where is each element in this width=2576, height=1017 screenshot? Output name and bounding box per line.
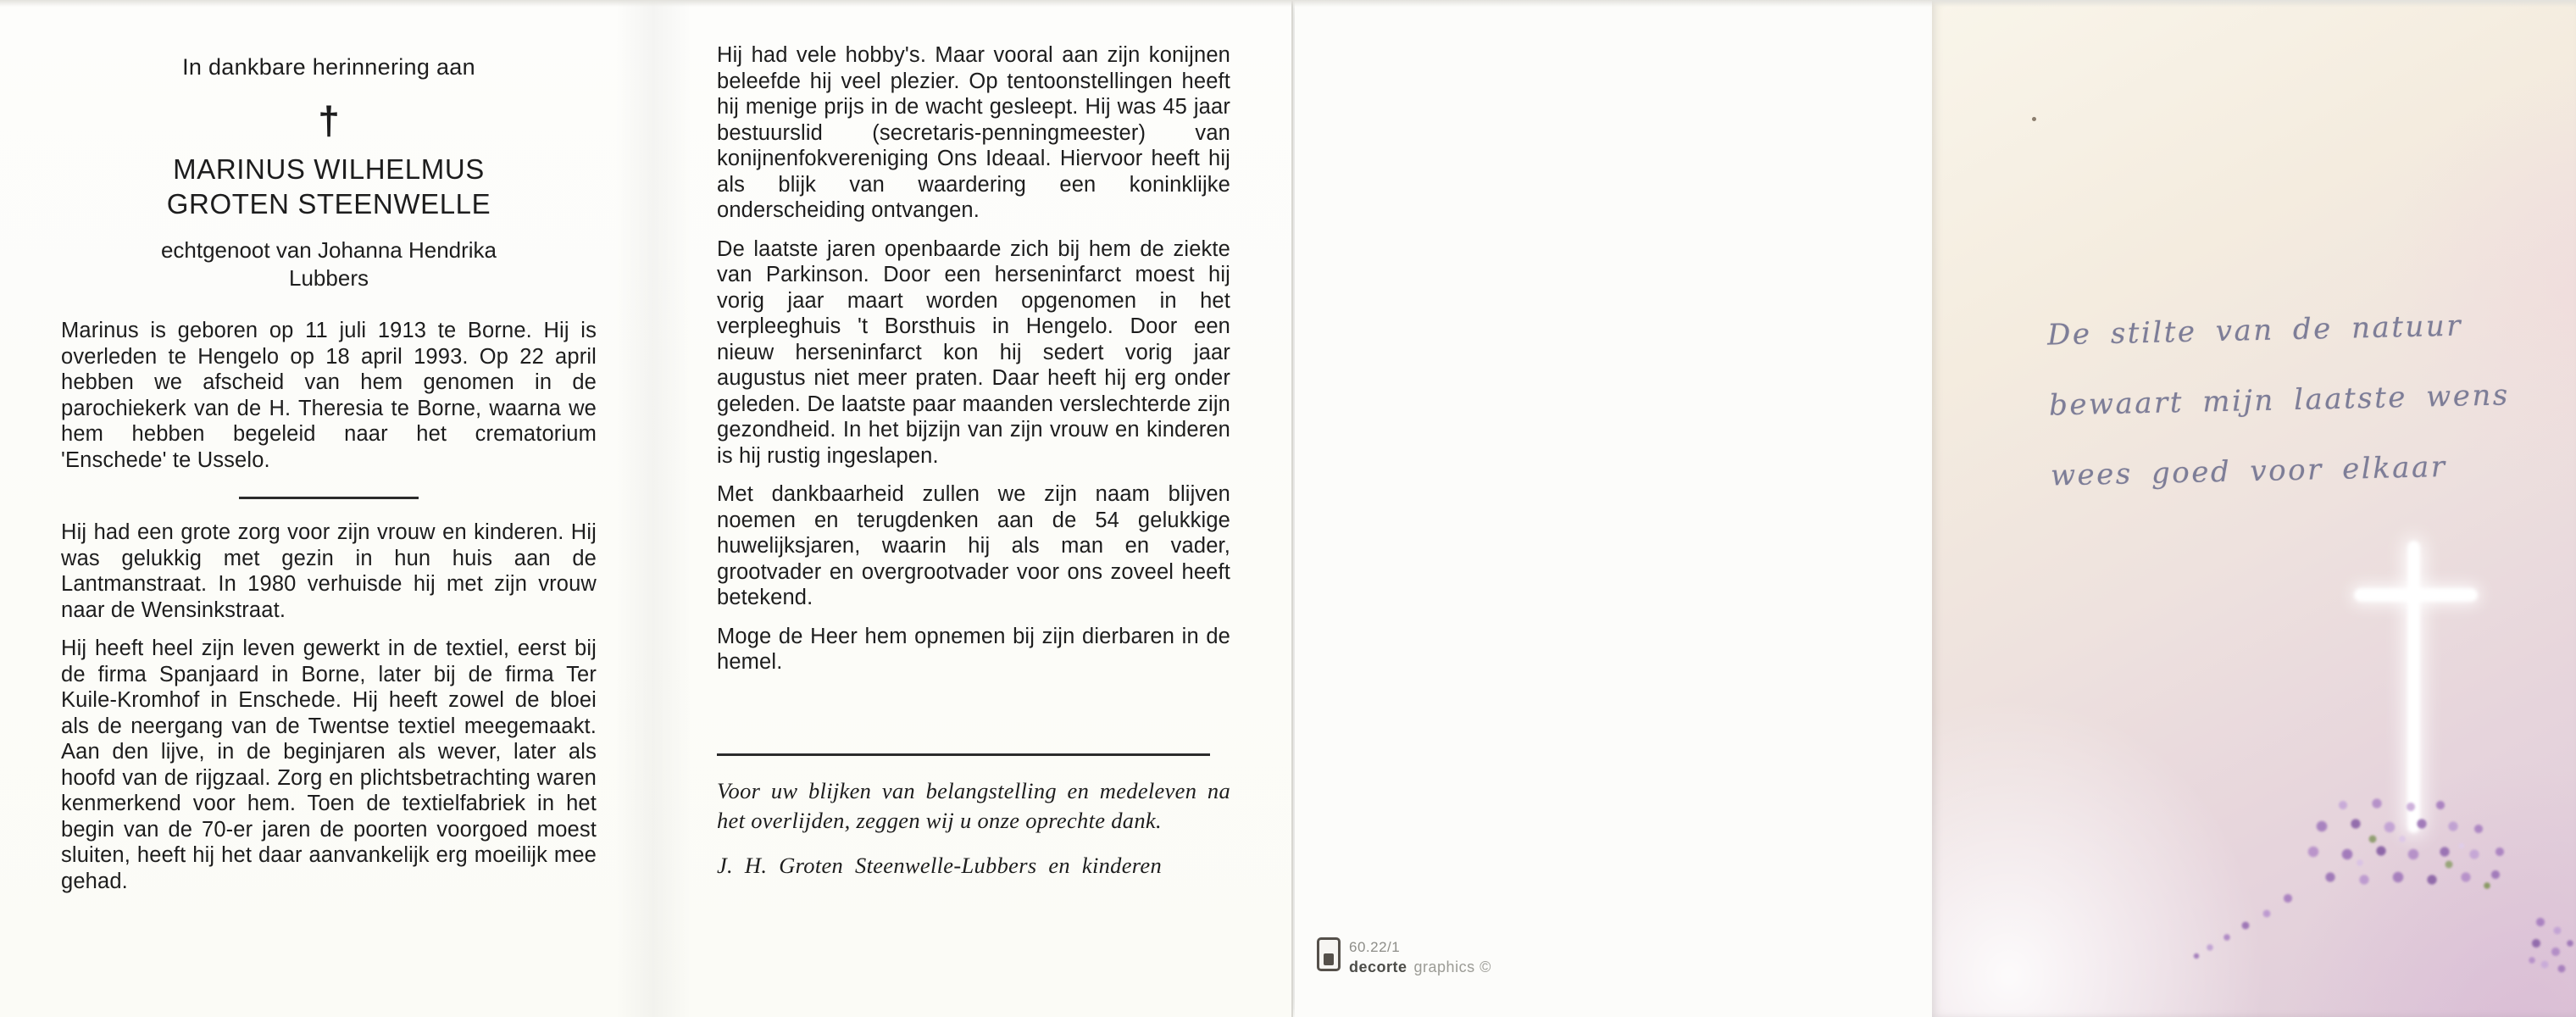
relation-line xyxy=(61,236,597,292)
printer-mark xyxy=(1317,937,1491,976)
printer-brand: decorte xyxy=(1349,959,1407,975)
relation-line1: echtgenoot van Johanna Hendrika xyxy=(160,237,497,263)
section-divider xyxy=(239,497,419,499)
printer-brand-suffix: graphics © xyxy=(1413,959,1491,975)
acknowledgement-text: Voor uw blijken van belangstelling en medeleven na het overlijden, zeggen wij u onze oprechte dank. xyxy=(717,777,1230,833)
biography-paragraph: Marinus is geboren op 11 juli 1913 te Borne. Hij is overleden te Hengelo op 18 april 1993. Op 22 april hebben we afscheid van hem genomen in de parochiekerk van de H. Theresia te Borne, waarna we hem hebben begeleid naar het crematorium 'Enschede' te Usselo. xyxy=(61,319,597,472)
blank-back-panel xyxy=(1295,0,1932,1017)
left-column xyxy=(61,42,597,894)
cross-dagger-icon: † xyxy=(318,98,340,142)
verse-line-2: bewaart mijn laatste wens xyxy=(2048,378,2511,423)
deceased-name-line2: GROTEN STEENWELLE xyxy=(166,188,491,220)
card-fold-shade xyxy=(615,0,691,1017)
intro-line: In dankbare herinnering aan xyxy=(182,54,475,80)
printer-brand-line xyxy=(1349,959,1491,976)
white-cross-crossbar xyxy=(2354,588,2478,602)
printer-code: 60.22/1 xyxy=(1349,939,1401,955)
deceased-name xyxy=(61,152,597,221)
verse-text xyxy=(2046,289,2543,511)
flower-cluster-right xyxy=(2515,905,2576,986)
family-signature: J. H. Groten Steenwelle-Lubbers en kinderen xyxy=(717,852,1163,878)
biography-paragraph: Moge de Heer hem opnemen bij zijn dierbaren in de hemel. xyxy=(717,624,1230,674)
right-column xyxy=(717,42,1230,879)
scan-speck xyxy=(2032,117,2036,121)
biography-paragraph: Hij had vele hobby's. Maar vooral aan zijn konijnen beleefde hij veel plezier. Op tentoonstellingen heeft hij menige prijs in de wacht gesleept. Hij was 45 jaar bestuurslid (secretaris-penningmeester) van konijnenfokvereniging Ons Ideaal. Hiervoor heeft hij als blijk van waardering een koninklijke onderscheiding ontvangen. xyxy=(717,43,1230,222)
flower-cluster-main xyxy=(2186,780,2542,975)
cover-illustration-panel xyxy=(1932,0,2576,1017)
printer-logo-icon xyxy=(1317,937,1341,971)
relation-line2: Lubbers xyxy=(289,265,369,291)
acknowledgement-divider xyxy=(717,753,1210,756)
biography-paragraph: Met dankbaarheid zullen we zijn naam blijven noemen en terugdenken aan de 54 gelukkige huwelijksjaren, waarin hij als man en vader, grootvader en overgrootvader voor ons zoveel heeft betekend. xyxy=(717,482,1230,609)
scan-top-edge xyxy=(0,0,2576,7)
biography-paragraph: Hij had een grote zorg voor zijn vrouw en kinderen. Hij was gelukkig met gezin in hun huis aan de Lantmanstraat. In 1980 verhuisde hij met zijn vrouw naar de Wensinkstraat. xyxy=(61,520,597,622)
deceased-name-line1: MARINUS WILHELMUS xyxy=(173,153,485,185)
printer-mark-text xyxy=(1349,937,1491,976)
verse-line-3: wees goed voor elkaar xyxy=(2050,449,2447,493)
biography-paragraph: Hij heeft heel zijn leven gewerkt in de textiel, eerst bij de firma Spanjaard in Borne, later bij de firma Ter Kuile-Kromhof in Enschede. Hij heeft zowel de bloei als de neergang van de Twentse textiel meegemaakt. Aan den lijve, in de beginjaren als wever, later als hoofd van de rijgzaal. Zorg en plichtsbetrachting waren kenmerkend voor hem. Toen de textielfabriek in het begin van de 70-er jaren de poorten voorgoed moest sluiten, heeft hij het daar aanvankelijk erg moeilijk mee gehad. xyxy=(61,636,597,893)
verse-line-1: De stilte van de natuur xyxy=(2046,308,2463,353)
biography-paragraph: De laatste jaren openbaarde zich bij hem de ziekte van Parkinson. Door een herseninfarct moest hij vorig jaar maart worden opgenomen in het verpleeghuis 't Borsthuis in Hengelo. Door een nieuw herseninfarct kon hij sedert vorig jaar augustus niet meer praten. Daar heeft hij erg onder geleden. De laatste paar maanden verslechterde zijn gezondheid. In het bijzijn van zijn vrouw en kinderen is hij rustig ingeslapen. xyxy=(717,236,1230,468)
